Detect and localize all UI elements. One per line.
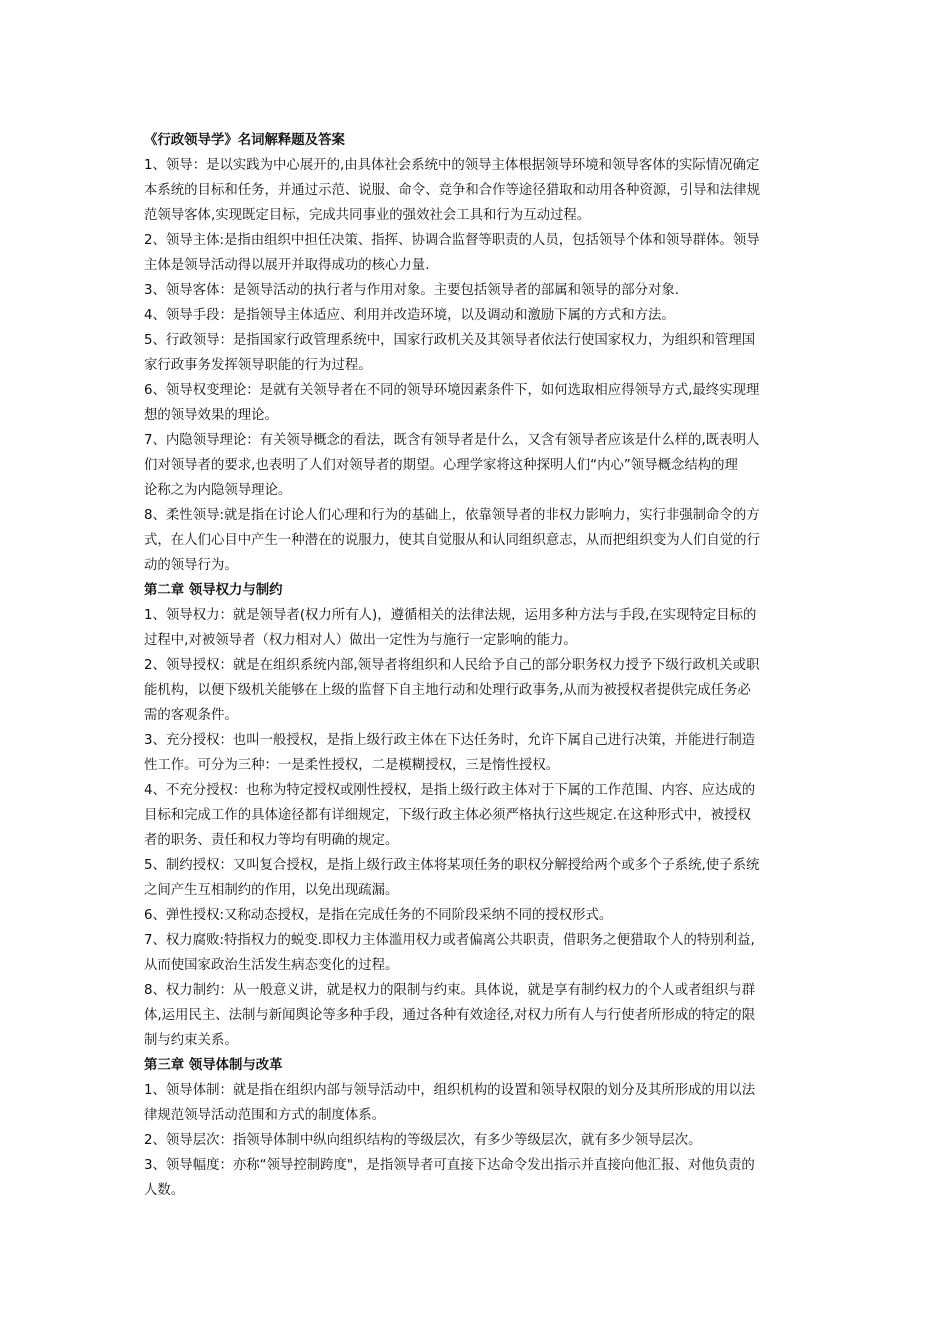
text-line: 范领导客体,实现既定目标，完成共同事业的强效社会工具和行为互动过程。	[144, 208, 591, 223]
text-line: 过程中,对被领导者（权力相对人）做出一定性为与施行一定影响的能力。	[144, 633, 577, 648]
text-line: 律规范领导活动范围和方式的制度体系。	[144, 1108, 386, 1123]
text-line: 7、权力腐败:特指权力的蜕变.即权力主体滥用权力或者偏离公共职责，借职务之便猎取个人的特别利益,	[144, 933, 755, 948]
text-line: 想的领导效果的理论。	[144, 408, 278, 423]
text-line: 8、柔性领导:就是指在讨论人们心理和行为的基础上，依靠领导者的非权力影响力，实行非强制命令的方	[144, 508, 760, 523]
text-line: 目标和完成工作的具体途径都有详细规定，下级行政主体必须严格执行这些规定.在这种形式中，被授权	[144, 808, 751, 823]
text-line: 家行政事务发挥领导职能的行为过程。	[144, 358, 372, 373]
text-line: 5、行政领导：是指国家行政管理系统中，国家行政机关及其领导者依法行使国家权力，为组织和管理国	[144, 333, 756, 348]
text-line: 2、领导层次：指领导体制中纵向组织结构的等级层次，有多少等级层次，就有多少领导层次。	[144, 1133, 702, 1148]
text-line: 主体是领导活动得以展开并取得成功的核心力量.	[144, 258, 430, 273]
text-line: 论称之为内隐领导理论。	[144, 483, 292, 498]
text-line: 6、领导权变理论：是就有关领导者在不同的领导环境因素条件下，如何选取相应得领导方式,最终实现理	[144, 383, 760, 398]
text-line: 动的领导行为。	[144, 558, 238, 573]
text-line: 5、制约授权：又叫复合授权，是指上级行政主体将某项任务的职权分解授给两个或多个子系统,使子系统	[144, 858, 760, 873]
text-line: 4、领导手段：是指领导主体适应、利用并改造环境，以及调动和激励下属的方式和方法。	[144, 308, 675, 323]
text-line: 3、充分授权：也叫一般授权，是指上级行政主体在下达任务时，允许下属自己进行决策，并能进行制造	[144, 733, 756, 748]
text-line: 性工作。可分为三种：一是柔性授权，二是模糊授权，三是惰性授权。	[144, 758, 560, 773]
text-line: 6、弹性授权:又称动态授权，是指在完成任务的不同阶段采纳不同的授权形式。	[144, 908, 613, 923]
text-line: 们对领导者的要求,也表明了人们对领导者的期望。心理学家将这种探明人们“内心”领导概念结构的理	[144, 458, 738, 473]
text-line: 1、领导体制：就是指在组织内部与领导活动中，组织机构的设置和领导权限的划分及其所形成的用以法	[144, 1083, 756, 1098]
text-line: 体,运用民主、法制与新闻舆论等多种手段，通过各种有效途径,对权力所有人与行使者所形成的特定的限	[144, 1008, 756, 1023]
section-heading: 第三章 领导体制与改革	[144, 1058, 283, 1073]
text-line: 之间产生互相制约的作用，以免出现疏漏。	[144, 883, 399, 898]
text-line: 3、领导幅度：亦称“领导控制跨度"，是指领导者可直接下达命令发出指示并直接向他汇报、对他负责的	[144, 1158, 755, 1173]
text-line: 从而使国家政治生活发生病态变化的过程。	[144, 958, 399, 973]
text-line: 1、领导：是以实践为中心展开的,由具体社会系统中的领导主体根据领导环境和领导客体的实际情况确定	[144, 158, 760, 173]
text-line: 8、权力制约：从一般意义讲，就是权力的限制与约束。具体说，就是享有制约权力的个人或者组织与群	[144, 983, 756, 998]
text-line: 需的客观条件。	[144, 708, 238, 723]
text-line: 式，在人们心目中产生一种潜在的说服力，使其自觉服从和认同组织意志，从而把组织变为人们自觉的行	[144, 533, 760, 548]
text-line: 人数。	[144, 1183, 185, 1198]
text-line: 1、领导权力：就是领导者(权力所有人)，遵循相关的法律法规，运用多种方法与手段,在实现特定目标的	[144, 608, 757, 623]
section-heading: 《行政领导学》名词解释题及答案	[144, 133, 345, 148]
section-heading: 第二章 领导权力与制约	[144, 583, 283, 598]
text-line: 2、领导主体:是指由组织中担任决策、指挥、协调合监督等职责的人员，包括领导个体和领导群体。领导	[144, 233, 760, 248]
text-line: 3、领导客体：是领导活动的执行者与作用对象。主要包括领导者的部属和领导的部分对象.	[144, 283, 680, 298]
text-line: 4、不充分授权：也称为特定授权或刚性授权，是指上级行政主体对于下属的工作范围、内容、应达成的	[144, 783, 756, 798]
text-line: 者的职务、责任和权力等均有明确的规定。	[144, 833, 399, 848]
text-line: 7、内隐领导理论：有关领导概念的看法，既含有领导者是什么，又含有领导者应该是什么样的,既表明人	[144, 433, 760, 448]
text-line: 本系统的目标和任务，并通过示范、说服、命令、竞争和合作等途径猎取和动用各种资源，引导和法律规	[144, 183, 760, 198]
text-line: 能机构，以便下级机关能够在上级的监督下自主地行动和处理行政事务,从而为被授权者提供完成任务必	[144, 683, 751, 698]
text-line: 制与约束关系。	[144, 1033, 238, 1048]
text-line: 2、领导授权：就是在组织系统内部,领导者将组织和人民给予自己的部分职务权力授予下级行政机关或职	[144, 658, 760, 673]
document-page	[144, 128, 809, 1203]
